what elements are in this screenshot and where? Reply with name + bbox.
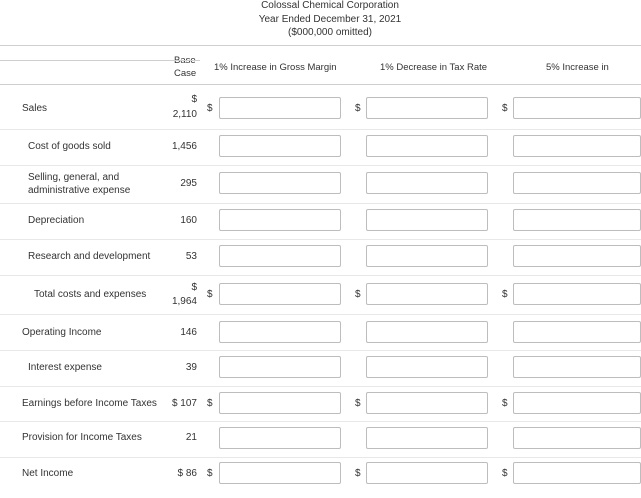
ebt-tax-rate-input[interactable]: [366, 392, 488, 414]
dollar-sign: $: [355, 103, 361, 114]
row-divider: [0, 203, 641, 204]
interest-expense-five-percent-input[interactable]: [513, 356, 641, 378]
row-label-sga-line2: administrative expense: [28, 185, 131, 196]
base-value-provision: 21: [185, 432, 197, 443]
dollar-sign: $: [207, 103, 213, 114]
cogs-tax-rate-input[interactable]: [366, 135, 488, 157]
base-value-net-income: $ 86: [177, 468, 197, 479]
dollar-sign: $: [207, 468, 213, 479]
row-divider: [0, 239, 641, 240]
header-bottom-rule: [0, 84, 641, 85]
row-label-net-income: Net Income: [22, 468, 74, 479]
row-label-sga-line1: Selling, general, and: [28, 172, 120, 183]
dollar-sign: $: [355, 398, 361, 409]
base-value-sga: 295: [180, 178, 197, 189]
base-value-rd: 53: [185, 251, 197, 262]
base-value-cogs: 1,456: [171, 141, 197, 152]
rd-five-percent-input[interactable]: [513, 245, 641, 267]
base-value-operating-income: 146: [180, 327, 197, 338]
interest-expense-tax-rate-input[interactable]: [366, 356, 488, 378]
base-dollar-total-costs: $: [191, 282, 197, 293]
dollar-sign: $: [355, 468, 361, 479]
units-note: ($000,000 omitted): [288, 27, 372, 38]
provision-tax-rate-input[interactable]: [366, 427, 488, 449]
row-divider: [0, 421, 641, 422]
row-label-cost-of-goods-sold: Cost of goods sold: [28, 141, 111, 152]
base-value-interest-expense: 39: [185, 362, 197, 373]
dollar-sign: $: [355, 289, 361, 300]
row-label-total-costs: Total costs and expenses: [34, 289, 147, 300]
rd-gross-margin-input[interactable]: [219, 245, 341, 267]
net-income-gross-margin-input[interactable]: [219, 462, 341, 484]
base-case-header-line1: [174, 55, 196, 67]
provision-gross-margin-input[interactable]: [219, 427, 341, 449]
net-income-tax-rate-input[interactable]: [366, 462, 488, 484]
sales-five-percent-input[interactable]: [513, 97, 641, 119]
rd-tax-rate-input[interactable]: [366, 245, 488, 267]
row-divider: [0, 129, 641, 130]
row-label-provision-taxes: Provision for Income Taxes: [22, 432, 142, 443]
base-value-ebt: $ 107: [171, 398, 197, 409]
row-label-interest-expense: Interest expense: [28, 362, 102, 373]
cogs-gross-margin-input[interactable]: [219, 135, 341, 157]
row-divider: [0, 314, 641, 315]
total-costs-gross-margin-input[interactable]: [219, 283, 341, 305]
sales-gross-margin-input[interactable]: [219, 97, 341, 119]
row-label-earnings-before-taxes: Earnings before Income Taxes: [22, 398, 157, 409]
sga-five-percent-input[interactable]: [513, 172, 641, 194]
ebt-gross-margin-input[interactable]: [219, 392, 341, 414]
dollar-sign: $: [502, 398, 508, 409]
row-label-research-development: Research and development: [28, 251, 151, 262]
sga-gross-margin-input[interactable]: [219, 172, 341, 194]
period-label: Year Ended December 31, 2021: [258, 14, 402, 25]
depreciation-five-percent-input[interactable]: [513, 209, 641, 231]
depreciation-tax-rate-input[interactable]: [366, 209, 488, 231]
scenario-header-five-percent: 5% Increase in: [546, 62, 609, 73]
row-divider: [0, 350, 641, 351]
row-divider: [0, 165, 641, 166]
net-income-five-percent-input[interactable]: [513, 462, 641, 484]
row-divider: [0, 275, 641, 276]
interest-expense-gross-margin-input[interactable]: [219, 356, 341, 378]
base-value-total-costs: 1,964: [171, 296, 197, 307]
base-dollar-sales: $: [191, 94, 197, 105]
dollar-sign: $: [207, 398, 213, 409]
dollar-sign: $: [502, 103, 508, 114]
row-label-depreciation: Depreciation: [28, 215, 85, 226]
scenario-header-tax-rate: 1% Decrease in Tax Rate: [380, 62, 488, 73]
row-divider: [0, 386, 641, 387]
base-case-header-line2: Case: [174, 68, 197, 79]
dollar-sign: $: [207, 289, 213, 300]
operating-income-gross-margin-input[interactable]: [219, 321, 341, 343]
total-costs-tax-rate-input[interactable]: [366, 283, 488, 305]
cogs-five-percent-input[interactable]: [513, 135, 641, 157]
depreciation-gross-margin-input[interactable]: [219, 209, 341, 231]
scenario-header-gross-margin: 1% Increase in Gross Margin: [214, 62, 337, 73]
header-top-rule: [0, 45, 641, 46]
dollar-sign: $: [502, 289, 508, 300]
base-value-sales: 2,110: [172, 109, 197, 120]
provision-five-percent-input[interactable]: [513, 427, 641, 449]
dollar-sign: $: [502, 468, 508, 479]
row-label-sales: Sales: [22, 103, 48, 114]
company-name: Colossal Chemical Corporation: [261, 0, 399, 11]
total-costs-five-percent-input[interactable]: [513, 283, 641, 305]
sales-tax-rate-input[interactable]: [366, 97, 488, 119]
operating-income-five-percent-input[interactable]: [513, 321, 641, 343]
ebt-five-percent-input[interactable]: [513, 392, 641, 414]
header-label-rule: [0, 60, 200, 61]
sga-tax-rate-input[interactable]: [366, 172, 488, 194]
row-label-operating-income: Operating Income: [22, 327, 102, 338]
base-value-depreciation: 160: [180, 215, 197, 226]
operating-income-tax-rate-input[interactable]: [366, 321, 488, 343]
row-divider: [0, 457, 641, 458]
